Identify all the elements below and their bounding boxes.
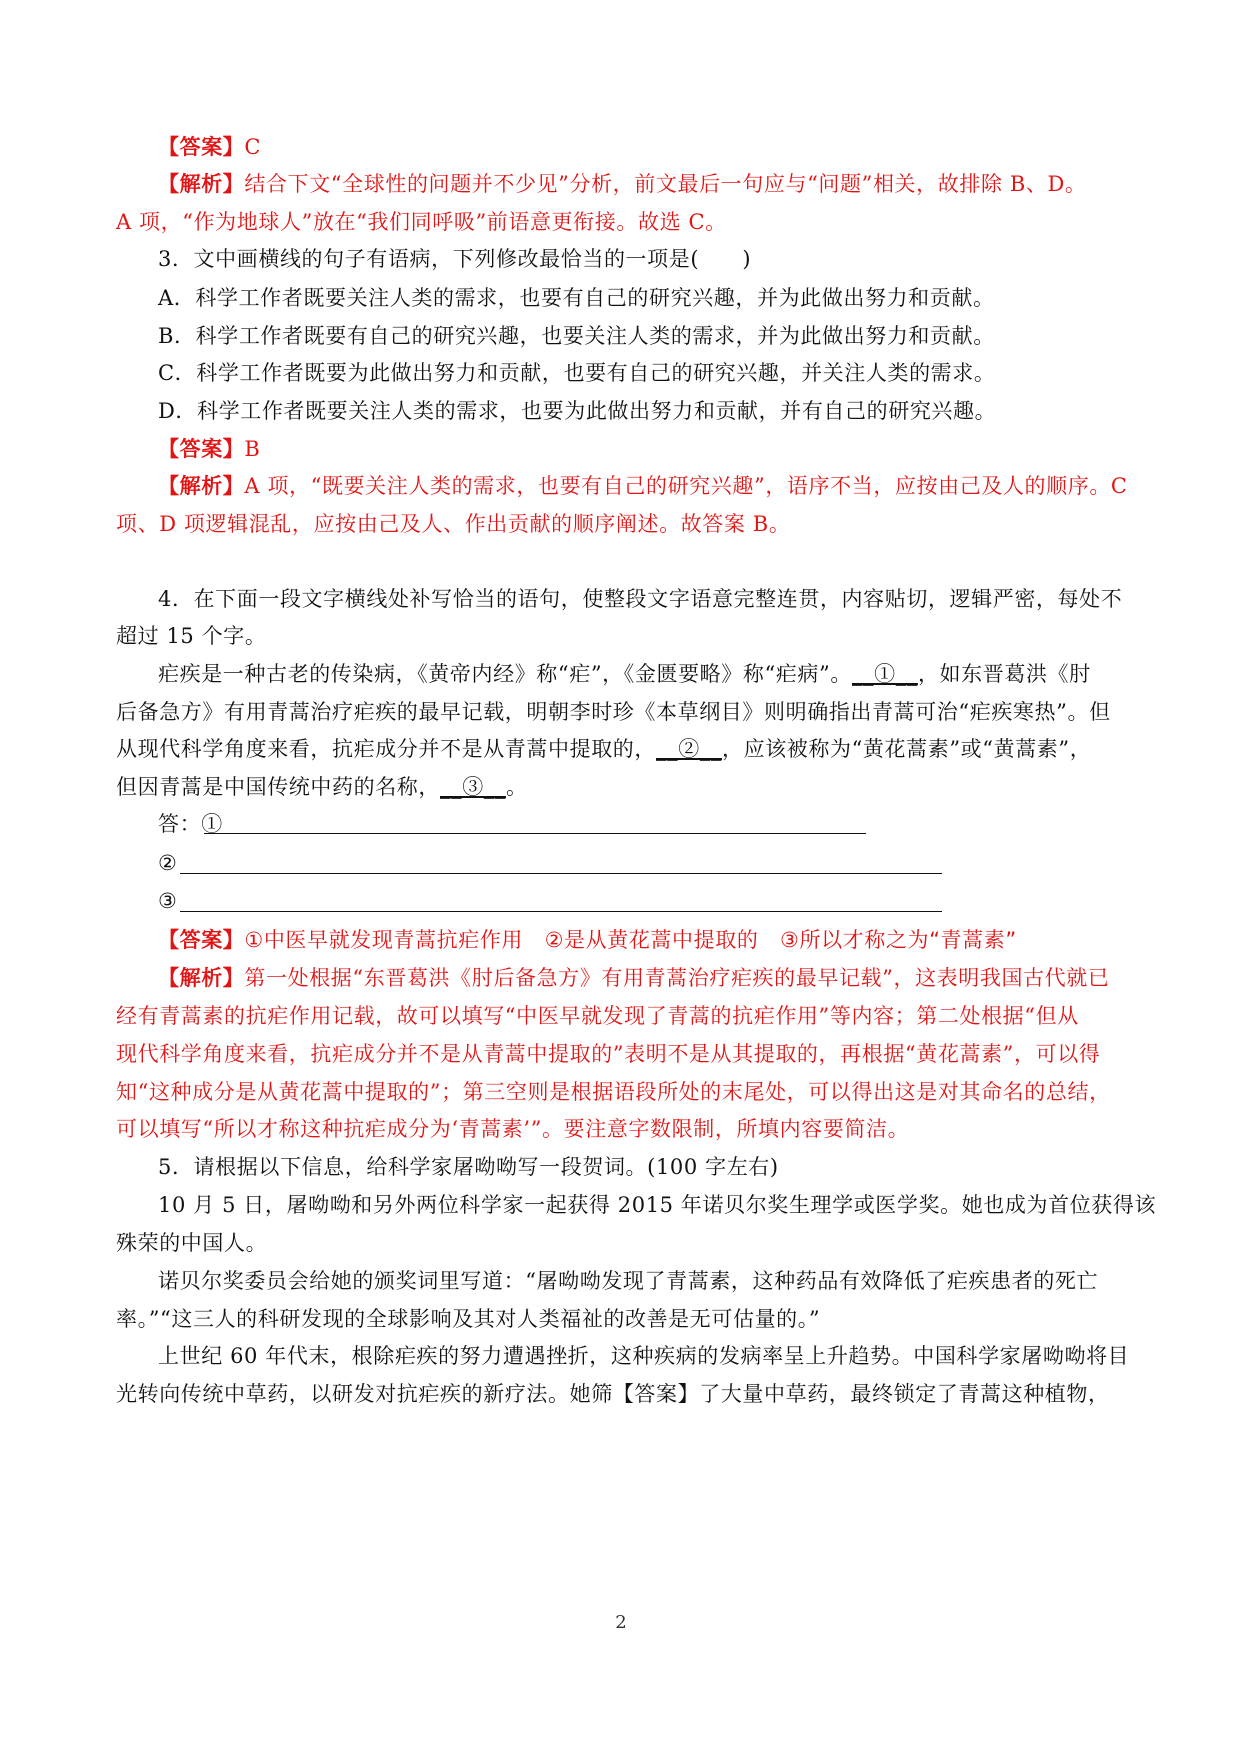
answer-tag: 【答案】 [158, 927, 245, 952]
passage-text: 。 [506, 775, 528, 799]
analysis-text: A 项，“作为地球人”放在“我们同呼吸”前语意更衔接。故选 C。 [116, 210, 727, 234]
question-3-stem: 3．文中画横线的句子有语病，下列修改最恰当的一项是( ) [158, 247, 752, 271]
page-number: 2 [615, 1612, 627, 1633]
analysis-text: 项、D 项逻辑混乱，应按由己及人、作出贡献的顺序阐述。故答案 B。 [116, 512, 791, 536]
passage-text: ，如东晋葛洪《肘 [917, 662, 1091, 686]
analysis-line [116, 963, 1168, 993]
passage-line [116, 772, 1126, 802]
q5-paragraph-1: 10 月 5 日，屠呦呦和另外两位科学家一起获得 2015 年诺贝尔奖生理学或医学奖。她也成为首位获得该 [158, 1193, 1157, 1217]
analysis-text: 可以填写“所以才称这种抗疟成分为‘青蒿素’”。要注意字数限制，所填内容要简洁。 [116, 1117, 910, 1141]
answer-tag: 【答案】 [158, 134, 245, 159]
answer-value: B [244, 437, 261, 461]
q5-paragraph-2: 率。”“这三人的科研发现的全球影响及其对人类福祉的改善是无可估量的。” [116, 1307, 821, 1331]
passage-line [116, 659, 1168, 689]
answer-line [116, 925, 1168, 955]
answer-blank-3-label: ③ [158, 889, 178, 913]
answer-line [116, 132, 1168, 162]
analysis-tag: 【解析】 [158, 965, 245, 990]
q5-paragraph-2: 诺贝尔奖委员会给她的颁奖词里写道：“屠呦呦发现了青蒿素，这种药品有效降低了疟疾患者的死亡 [158, 1269, 1099, 1293]
answer-line [116, 434, 1168, 464]
question-4-stem: 4．在下面一段文字横线处补写恰当的语句，使整段文字语意完整连贯，内容贴切，逻辑严密，每处不 [158, 587, 1123, 611]
blank-1: __①__ [851, 662, 918, 686]
answer-blank-1-label: 答：① [158, 812, 223, 836]
analysis-line [116, 169, 1168, 199]
q5-paragraph-3: 上世纪 60 年代末，根除疟疾的努力遭遇挫折，这种疾病的发病率呈上升趋势。中国科学家屠呦呦将目 [158, 1344, 1130, 1368]
analysis-text: 经有青蒿素的抗疟作用记载，故可以填写“中医早就发现了青蒿的抗疟作用”等内容；第二处根据“但从 [116, 1004, 1079, 1028]
question-5-stem: 5．请根据以下信息，给科学家屠呦呦写一段贺词。(100 字左右) [158, 1155, 779, 1179]
option-c: C．科学工作者既要为此做出努力和贡献，也要有自己的研究兴趣，并关注人类的需求。 [158, 361, 996, 385]
blank-2: __②__ [656, 737, 722, 761]
answer-text: ①中医早就发现青蒿抗疟作用 ②是从黄花蒿中提取的 ③所以才称之为“青蒿素” [244, 928, 1017, 952]
analysis-line [116, 471, 1168, 501]
answer-blank-1-line[interactable] [204, 833, 866, 834]
document-page [116, 0, 1157, 1754]
analysis-text: A 项，“既要关注人类的需求，也要有自己的研究兴趣”，语序不当，应按由己及人的顺序。C [244, 474, 1128, 498]
answer-blank-2-line[interactable] [180, 873, 942, 874]
answer-tag: 【答案】 [158, 436, 245, 461]
passage-text: 疟疾是一种古老的传染病，《黄帝内经》称“疟”，《金匮要略》称“疟病”。 [158, 662, 852, 686]
q5-paragraph-1: 殊荣的中国人。 [116, 1231, 268, 1255]
analysis-tag: 【解析】 [158, 171, 245, 196]
answer-value: C [244, 135, 262, 159]
question-4-stem: 超过 15 个字。 [116, 624, 267, 648]
analysis-text: 现代科学角度来看，抗疟成分并不是从青蒿中提取的”表明不是从其提取的，再根据“黄花蒿素”，可以得 [116, 1042, 1101, 1066]
blank-3: __③__ [440, 775, 506, 799]
q5-paragraph-3: 光转向传统中草药，以研发对抗疟疾的新疗法。她筛【答案】了大量中草药，最终锁定了青蒿这种植物， [116, 1382, 1110, 1406]
passage-text: 从现代科学角度来看，抗疟成分并不是从青蒿中提取的， [116, 737, 656, 761]
analysis-text: 第一处根据“东晋葛洪《肘后备急方》有用青蒿治疗疟疾的最早记载”，这表明我国古代就已 [244, 966, 1110, 990]
option-a: A．科学工作者既要关注人类的需求，也要有自己的研究兴趣，并为此做出努力和贡献。 [158, 286, 995, 310]
option-b: B．科学工作者既要有自己的研究兴趣，也要关注人类的需求，并为此做出努力和贡献。 [158, 324, 995, 348]
passage-line [116, 734, 1126, 764]
option-d: D．科学工作者既要关注人类的需求，也要为此做出努力和贡献，并有自己的研究兴趣。 [158, 399, 997, 423]
answer-blank-3-line[interactable] [180, 911, 942, 912]
analysis-text: 结合下文“全球性的问题并不少见”分析，前文最后一句应与“问题”相关，故排除 B、D。 [244, 172, 1087, 196]
passage-line: 后备急方》有用青蒿治疗疟疾的最早记载，明朝李时珍《本草纲目》则明确指出青蒿可治“疟疾寒热”。但 [116, 700, 1111, 724]
passage-text: 但因青蒿是中国传统中药的名称， [116, 775, 440, 799]
passage-text: ，应该被称为“黄花蒿素”或“黄蒿素”， [722, 737, 1092, 761]
answer-blank-2-label: ② [158, 851, 178, 875]
analysis-tag: 【解析】 [158, 473, 245, 498]
analysis-text: 知“这种成分是从黄花蒿中提取的”；第三空则是根据语段所处的末尾处，可以得出这是对其命名的总结， [116, 1080, 1111, 1104]
